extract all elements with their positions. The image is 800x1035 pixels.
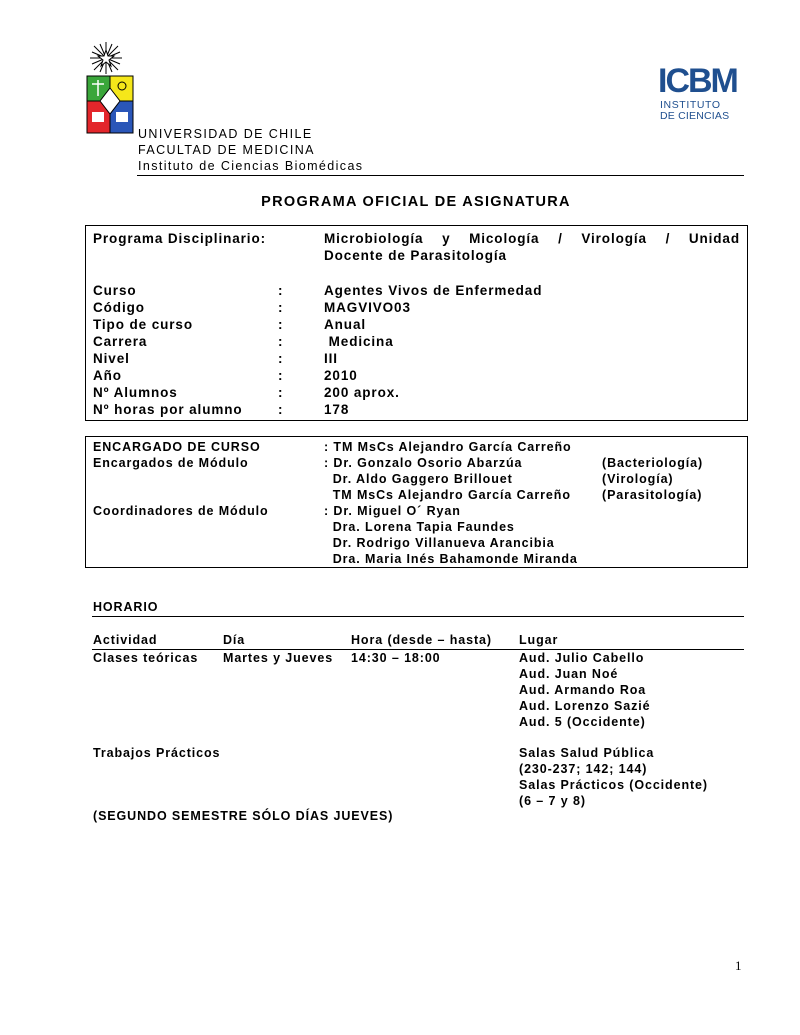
schedule-col-day: Día bbox=[223, 633, 246, 647]
schedule-row-place: Aud. Juan Noé bbox=[519, 667, 619, 681]
institute-name: Instituto de Ciencias Biomédicas bbox=[138, 159, 364, 173]
staff-row-name: TM MsCs Alejandro García Carreño bbox=[324, 488, 571, 502]
program-value-line1: Microbiología y Micología / Virología / Unidad bbox=[324, 231, 740, 246]
university-name: UNIVERSIDAD DE CHILE bbox=[138, 127, 313, 141]
header-rule bbox=[137, 175, 744, 176]
program-row-label: Nº horas por alumno bbox=[93, 402, 243, 417]
schedule-col-activity: Actividad bbox=[93, 633, 158, 647]
program-row-label: Curso bbox=[93, 283, 137, 298]
schedule-row-place: (230-237; 142; 144) bbox=[519, 762, 648, 776]
schedule-columns-rule bbox=[92, 649, 744, 650]
program-row-sep: : bbox=[278, 402, 284, 417]
staff-row-label: Encargados de Módulo bbox=[93, 456, 249, 470]
program-row-label: Nº Alumnos bbox=[93, 385, 178, 400]
icbm-logo-line2: DE CIENCIAS bbox=[660, 110, 730, 122]
staff-row-name: : Dr. Miguel O´ Ryan bbox=[324, 504, 461, 518]
page-title: PROGRAMA OFICIAL DE ASIGNATURA bbox=[261, 194, 571, 210]
program-row-label: Nivel bbox=[93, 351, 130, 366]
schedule-row-place: Aud. Julio Cabello bbox=[519, 651, 645, 665]
program-row-label: Tipo de curso bbox=[93, 317, 193, 332]
program-row-value: Anual bbox=[324, 317, 367, 332]
schedule-note: (SEGUNDO SEMESTRE SÓLO DÍAS JUEVES) bbox=[93, 809, 394, 823]
program-row-value: 200 aprox. bbox=[324, 385, 400, 400]
schedule-row-day: Martes y Jueves bbox=[223, 651, 334, 665]
program-row-value: MAGVIVO03 bbox=[324, 300, 411, 315]
program-row-sep: : bbox=[278, 283, 284, 298]
schedule-row-place: (6 – 7 y 8) bbox=[519, 794, 586, 808]
schedule-heading: HORARIO bbox=[93, 600, 159, 614]
staff-row-name: Dr. Aldo Gaggero Brillouet bbox=[324, 472, 513, 486]
icbm-logo-mark: ICBM bbox=[658, 62, 737, 100]
program-row-value: 2010 bbox=[324, 368, 358, 383]
page-number: 1 bbox=[735, 958, 742, 973]
icbm-logo-line1: INSTITUTO bbox=[660, 99, 721, 111]
staff-row-name: Dra. Maria Inés Bahamonde Miranda bbox=[324, 552, 578, 566]
program-row-sep: : bbox=[278, 385, 284, 400]
schedule-row-activity: Trabajos Prácticos bbox=[93, 746, 221, 760]
program-row-sep: : bbox=[278, 334, 284, 349]
program-info-box bbox=[85, 225, 748, 421]
staff-row-area: (Virología) bbox=[602, 472, 674, 486]
program-label: Programa Disciplinario: bbox=[93, 231, 266, 246]
staff-row-name: : Dr. Gonzalo Osorio Abarzúa bbox=[324, 456, 523, 470]
schedule-row-place: Salas Prácticos (Occidente) bbox=[519, 778, 708, 792]
staff-row-name: Dr. Rodrigo Villanueva Arancibia bbox=[324, 536, 555, 550]
schedule-row-activity: Clases teóricas bbox=[93, 651, 199, 665]
program-row-value: Agentes Vivos de Enfermedad bbox=[324, 283, 543, 298]
schedule-row-place: Aud. Lorenzo Sazié bbox=[519, 699, 651, 713]
program-row-sep: : bbox=[278, 368, 284, 383]
program-row-label: Año bbox=[93, 368, 122, 383]
program-value-line2: Docente de Parasitología bbox=[324, 248, 507, 263]
schedule-col-place: Lugar bbox=[519, 633, 559, 647]
schedule-row-place: Salas Salud Pública bbox=[519, 746, 655, 760]
schedule-row-time: 14:30 – 18:00 bbox=[351, 651, 441, 665]
program-row-label: Código bbox=[93, 300, 145, 315]
staff-row-label: ENCARGADO DE CURSO bbox=[93, 440, 261, 454]
program-row-value: III bbox=[324, 351, 338, 366]
program-row-label: Carrera bbox=[93, 334, 148, 349]
schedule-row-place: Aud. Armando Roa bbox=[519, 683, 647, 697]
schedule-heading-rule bbox=[92, 616, 744, 617]
staff-row-label: Coordinadores de Módulo bbox=[93, 504, 269, 518]
university-shield-logo bbox=[82, 40, 138, 136]
program-row-sep: : bbox=[278, 317, 284, 332]
schedule-col-time: Hora (desde – hasta) bbox=[351, 633, 492, 647]
staff-row-name: : TM MsCs Alejandro García Carreño bbox=[324, 440, 572, 454]
icbm-logo bbox=[656, 58, 740, 124]
staff-row-name: Dra. Lorena Tapia Faundes bbox=[324, 520, 515, 534]
staff-box bbox=[85, 436, 748, 568]
staff-row-area: (Parasitología) bbox=[602, 488, 703, 502]
program-row-sep: : bbox=[278, 300, 284, 315]
program-row-sep: : bbox=[278, 351, 284, 366]
staff-row-area: (Bacteriología) bbox=[602, 456, 704, 470]
program-row-value: 178 bbox=[324, 402, 350, 417]
schedule-row-place: Aud. 5 (Occidente) bbox=[519, 715, 646, 729]
faculty-name: FACULTAD DE MEDICINA bbox=[138, 143, 315, 157]
program-row-value: Medicina bbox=[324, 334, 394, 349]
